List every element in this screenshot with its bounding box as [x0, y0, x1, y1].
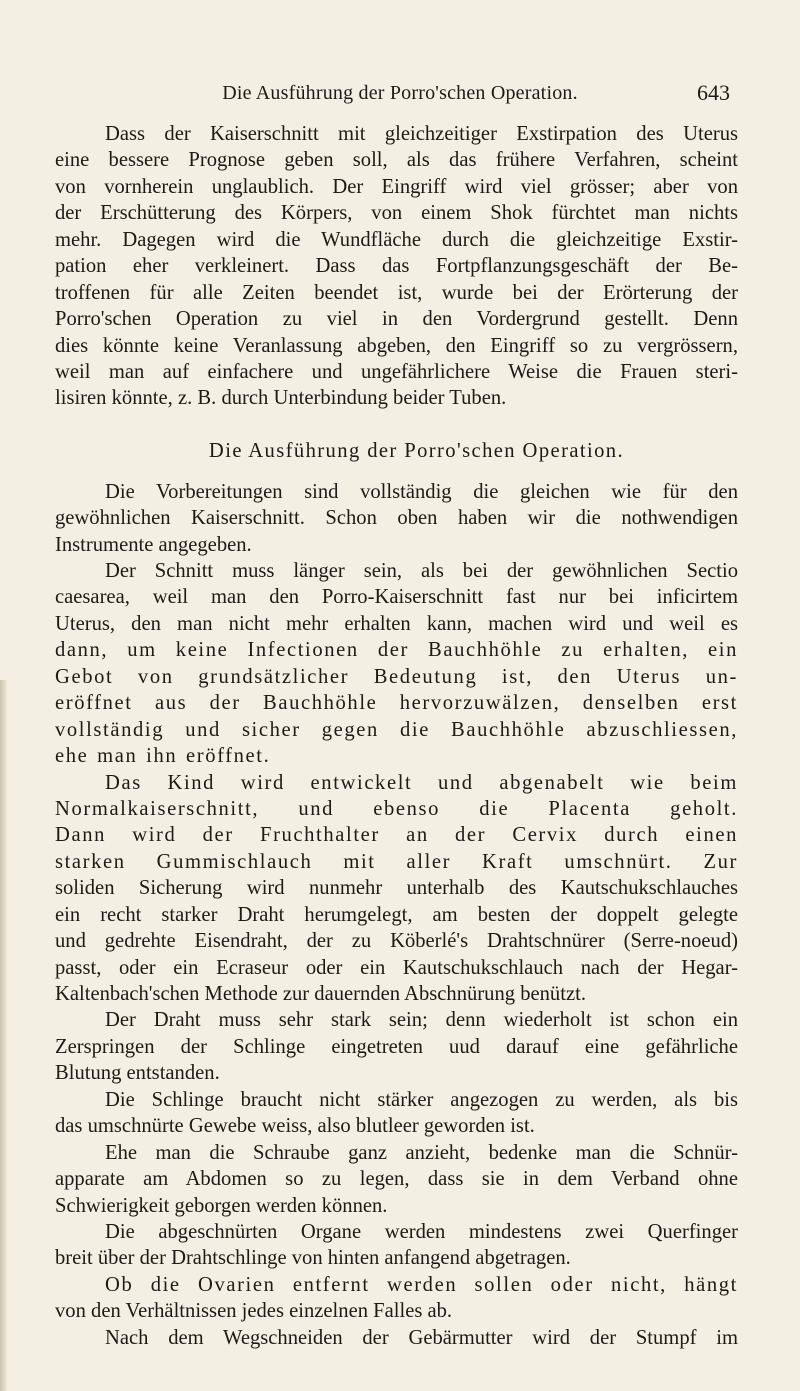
text-line: troffenen für alle Zeiten beendet ist, wurde bei der Erörterung der — [55, 281, 738, 304]
text-line: Porro'schen Operation zu viel in den Vordergrund gestellt. Denn — [55, 308, 738, 331]
text-line: Dass der Kaiserschnitt mit gleichzeitiger Exstirpation des Uterus — [105, 123, 738, 145]
text-line: gewöhnlichen Kaiserschnitt. Schon oben haben wir die nothwendigen — [55, 507, 738, 530]
text-line: passt, oder ein Ecraseur oder ein Kautschukschlauch nach der Hegar- — [55, 956, 738, 979]
spacer — [55, 412, 738, 438]
text-line: lisiren könnte, z. B. durch Unterbindung beider Tuben. — [55, 387, 507, 410]
text-line: Die Schlinge braucht nicht stärker angezogen zu werden, als bis — [105, 1088, 738, 1111]
text-line: Ob die Ovarien entfernt werden sollen oder nicht, hängt — [105, 1273, 738, 1296]
page-fold-shadow — [0, 680, 7, 1391]
running-title: Die Ausführung der Porro'schen Operation. — [222, 82, 578, 104]
text-line: Die Vorbereitungen sind vollständig die gleichen wie für den — [105, 480, 738, 503]
section-heading: Die Ausführung der Porro'schen Operation. — [208, 440, 625, 463]
text-line: Das Kind wird entwickelt und abgenabelt wie beim — [105, 771, 738, 794]
body-text — [55, 121, 738, 1351]
text-line: der Erschütterung des Körpers, von einem Shok fürchtet man nichts — [55, 202, 738, 225]
text-line: Ehe man die Schraube ganz anzieht, bedenke man die Schnür- — [105, 1141, 738, 1164]
text-line: Normalkaiserschnitt, und ebenso die Placenta geholt. — [55, 797, 738, 820]
text-line: vollständig und sicher gegen die Bauchhöhle abzuschliessen, — [55, 718, 738, 741]
text-line: Gebot von grundsätzlicher Bedeutung ist, den Uterus un- — [55, 665, 738, 688]
text-line: Nach dem Wegschneiden der Gebärmutter wird der Stumpf im — [105, 1326, 738, 1349]
text-line: ein recht starker Draht herumgelegt, am besten der doppelt gelegte — [55, 903, 738, 926]
text-line: Zerspringen der Schlinge eingetreten uud darauf eine gefährliche — [55, 1035, 738, 1058]
text-line: Der Schnitt muss länger sein, als bei der gewöhnlichen Sectio — [105, 560, 738, 582]
text-line: eine bessere Prognose geben soll, als das frühere Verfahren, scheint — [55, 149, 738, 172]
spacer — [55, 465, 738, 479]
text-line: von vornherein unglaublich. Der Eingriff wird viel grösser; aber von — [55, 175, 738, 198]
text-line: breit über der Drahtschlinge von hinten anfangend abgetragen. — [55, 1247, 571, 1270]
text-line: dies könnte keine Veranlassung abgeben, den Eingriff so zu vergrössern, — [55, 334, 738, 357]
text-line: Blutung entstanden. — [55, 1062, 220, 1085]
text-line: mehr. Dagegen wird die Wundfläche durch die gleichzeitige Exstir- — [55, 228, 738, 251]
text-line: Dann wird der Fruchthalter an der Cervix durch einen — [55, 824, 738, 847]
text-line: caesarea, weil man den Porro-Kaiserschnitt fast nur bei inficirtem — [55, 586, 738, 609]
text-line: weil man auf einfachere und ungefährlichere Weise die Frauen steri- — [55, 360, 738, 383]
text-line: Die abgeschnürten Organe werden mindestens zwei Querfinger — [105, 1220, 738, 1243]
text-line: das umschnürte Gewebe weiss, also blutleer geworden ist. — [55, 1115, 535, 1138]
text-line: Der Draht muss sehr stark sein; denn wiederholt ist schon ein — [105, 1009, 738, 1032]
text-line: pation eher verkleinert. Dass das Fortpflanzungsgeschäft der Be- — [55, 255, 738, 278]
text-line: ehe man ihn eröffnet. — [55, 745, 271, 768]
text-line: von den Verhältnissen jedes einzelnen Falles ab. — [55, 1300, 453, 1323]
text-line: starken Gummischlauch mit aller Kraft umschnürt. Zur — [55, 850, 738, 873]
text-line: und gedrehte Eisendraht, der zu Köberlé's Drahtschnürer (Serre-noeud) — [55, 930, 738, 953]
text-line: eröffnet aus der Bauchhöhle hervorzuwälzen, denselben erst — [55, 692, 738, 715]
page-number: 643 — [697, 80, 730, 105]
text-line: Kaltenbach'schen Methode zur dauernden Abschnürung benützt. — [55, 983, 586, 1005]
text-line: dann, um keine Infectionen der Bauchhöhle zu erhalten, ein — [55, 639, 738, 662]
text-line: Schwierigkeit geborgen werden können. — [55, 1194, 388, 1217]
text-line: soliden Sicherung wird nunmehr unterhalb des Kautschukschlauches — [55, 877, 738, 900]
text-line: Instrumente angegeben. — [55, 533, 252, 556]
text-line: Uterus, den man nicht mehr erhalten kann, machen wird und weil es — [55, 612, 738, 635]
text-line: apparate am Abdomen so zu legen, dass sie in dem Verband ohne — [55, 1168, 738, 1191]
running-head — [0, 80, 800, 106]
